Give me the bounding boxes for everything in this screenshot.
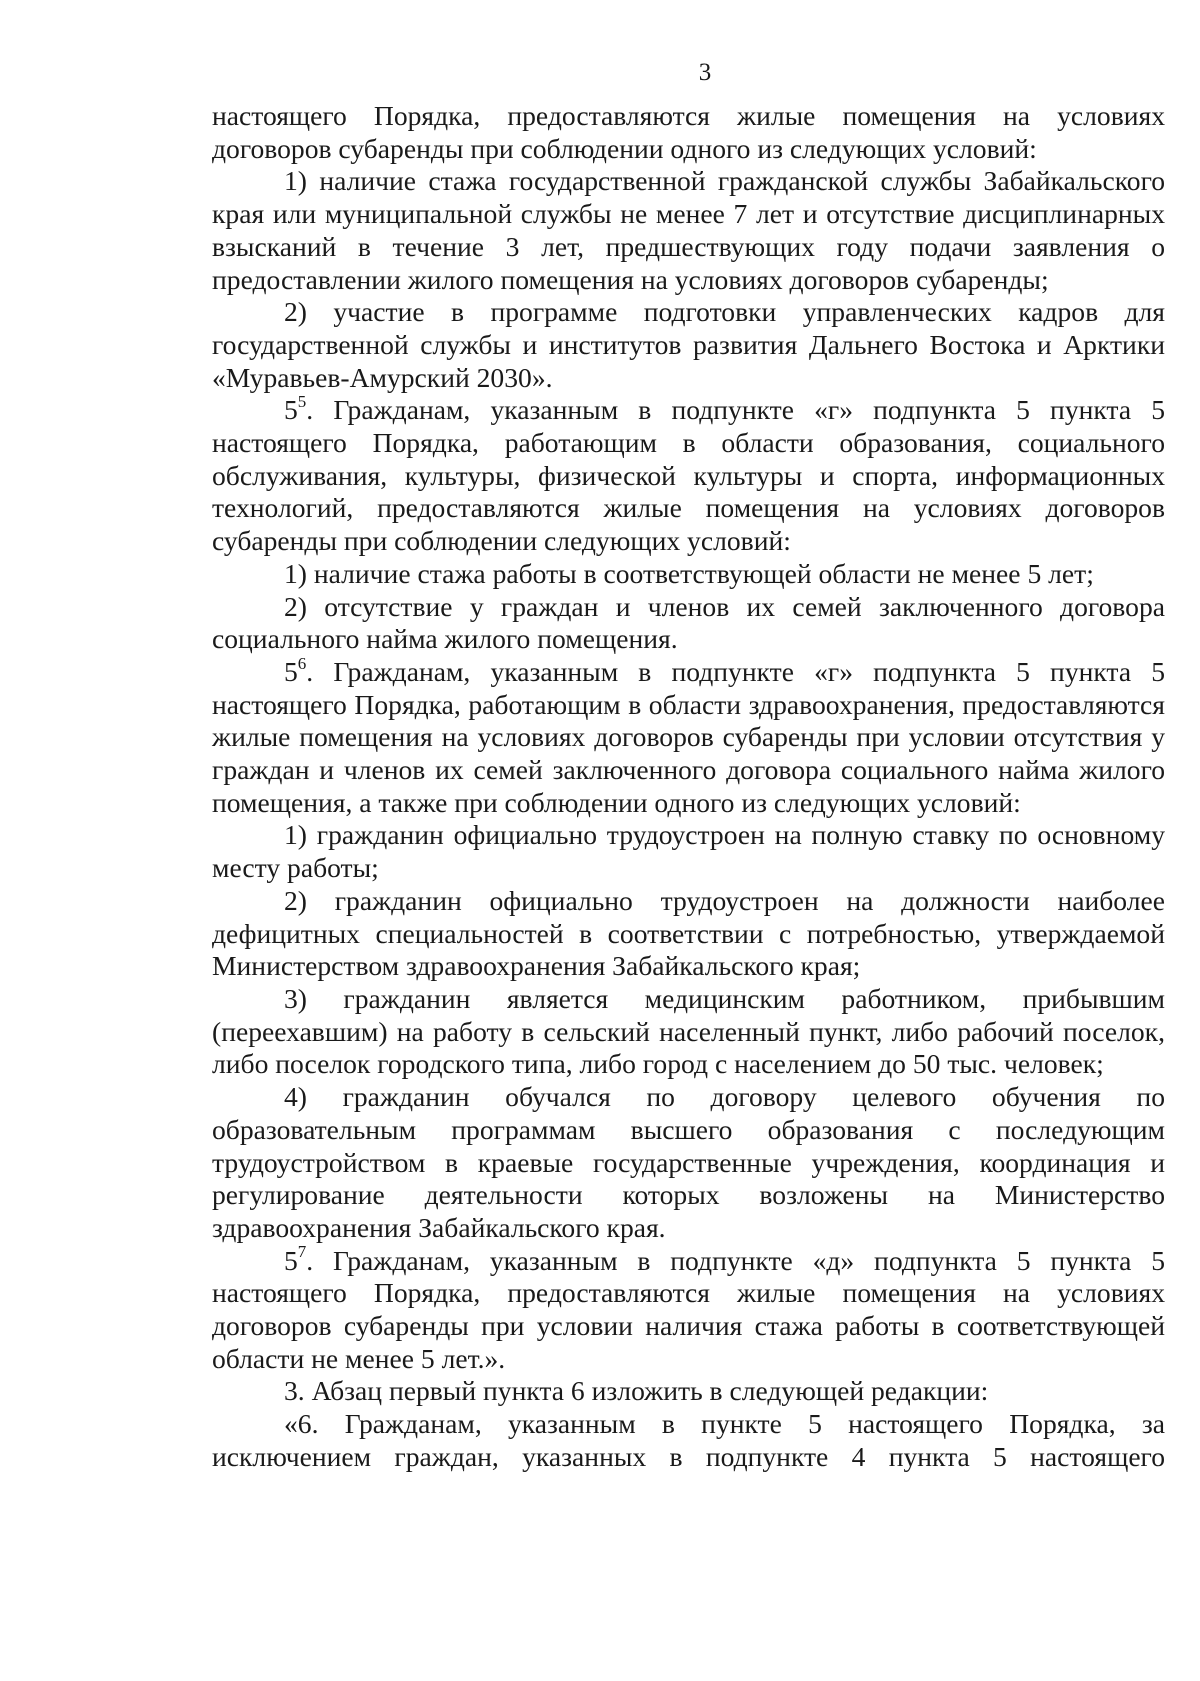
paragraph: [212, 558, 1165, 591]
paragraph: [212, 1081, 1165, 1245]
paragraph: [212, 296, 1165, 394]
paragraph-text: 2) отсутствие у граждан и членов их семей заключенного договора социального найма жилого помещения.: [212, 590, 1165, 655]
paragraph-text: 3. Абзац первый пункта 6 изложить в следующей редакции:: [284, 1375, 989, 1407]
paragraph: [212, 653, 1165, 820]
paragraph-text: . Гражданам, указанным в подпункте «д» подпункта 5 пункта 5 настоящего Порядка, предоставляются жилые помещения на условиях договоров субаренды при условии наличия стажа работы в соответствующей области не менее 5 лет.».: [212, 1244, 1165, 1374]
paragraph-text: 4) гражданин обучался по договору целевого обучения по образовательным программам высшего образования с последующим трудоустройством в краевые государственные учреждения, координация и регулирование деятельности которых возложены на Министерство здравоохранения Забайкальского края.: [212, 1081, 1165, 1243]
paragraph: [212, 885, 1165, 983]
clause-superscript: 6: [297, 653, 307, 673]
paragraph: [212, 1408, 1165, 1473]
paragraph-text: 2) гражданин официально трудоустроен на должности наиболее дефицитных специальностей в соответствии с потребностью, утверждаемой Министерством здравоохранения Забайкальского края;: [212, 884, 1165, 982]
paragraph-text: «6. Гражданам, указанным в пункте 5 настоящего Порядка, за исключением граждан, указанных в подпункте 4 пункта 5 настоящего: [212, 1408, 1165, 1472]
paragraph-text: настоящего Порядка, предоставляются жилые помещения на условиях договоров субаренды при соблюдении одного из следующих условий:: [212, 100, 1165, 164]
paragraph-text: 1) наличие стажа работы в соответствующей области не менее 5 лет;: [284, 557, 1094, 589]
paragraph-text: . Гражданам, указанным в подпункте «г» подпункта 5 пункта 5 настоящего Порядка, работающим в области образования, социального обслуживания, культуры, физической культуры и спорта, информационных технологий, предоставляются жилые помещения на условиях договоров субаренды при соблюдении следующих условий:: [212, 394, 1165, 557]
paragraph: [212, 1375, 1165, 1408]
paragraph-text: 1) наличие стажа государственной гражданской службы Забайкальского края или муниципальной службы не менее 7 лет и отсутствие дисциплинарных взысканий в течение 3 лет, предшествующих году подачи заявления о предоставлении жилого помещения на условиях договоров субаренды;: [212, 165, 1165, 295]
paragraph: [212, 165, 1165, 296]
paragraph: [212, 1242, 1165, 1376]
paragraph: [212, 983, 1165, 1081]
paragraph: [212, 100, 1165, 165]
paragraph-text: 1) гражданин официально трудоустроен на полную ставку по основному месту работы;: [212, 819, 1165, 884]
paragraph-text: 2) участие в программе подготовки управленческих кадров для государственной службы и институтов развития Дальнего Востока и Арктики «Муравьев-Амурский 2030».: [212, 296, 1165, 393]
paragraph: [212, 819, 1165, 884]
clause-number: 5: [284, 394, 298, 426]
paragraph: [212, 591, 1165, 656]
clause-number: 5: [284, 655, 298, 687]
paragraph: [212, 394, 1165, 558]
document-body: [212, 100, 1165, 1474]
page-number: 3: [698, 59, 712, 86]
clause-superscript: 7: [297, 1242, 307, 1262]
paragraph-text: 3) гражданин является медицинским работником, прибывшим (переехавшим) на работу в сельский населенный пункт, либо рабочий поселок, либо поселок городского типа, либо город с населением до 50 тыс. человек;: [212, 982, 1165, 1080]
paragraph-text: . Гражданам, указанным в подпункте «г» подпункта 5 пункта 5 настоящего Порядка, работающим в области здравоохранения, предоставляются жилые помещения на условиях договоров субаренды при условии отсутствия у граждан и членов их семей заключенного договора социального найма жилого помещения, а также при соблюдении одного из следующих условий:: [212, 655, 1165, 818]
clause-number: 5: [284, 1244, 298, 1276]
clause-superscript: 5: [297, 392, 307, 412]
